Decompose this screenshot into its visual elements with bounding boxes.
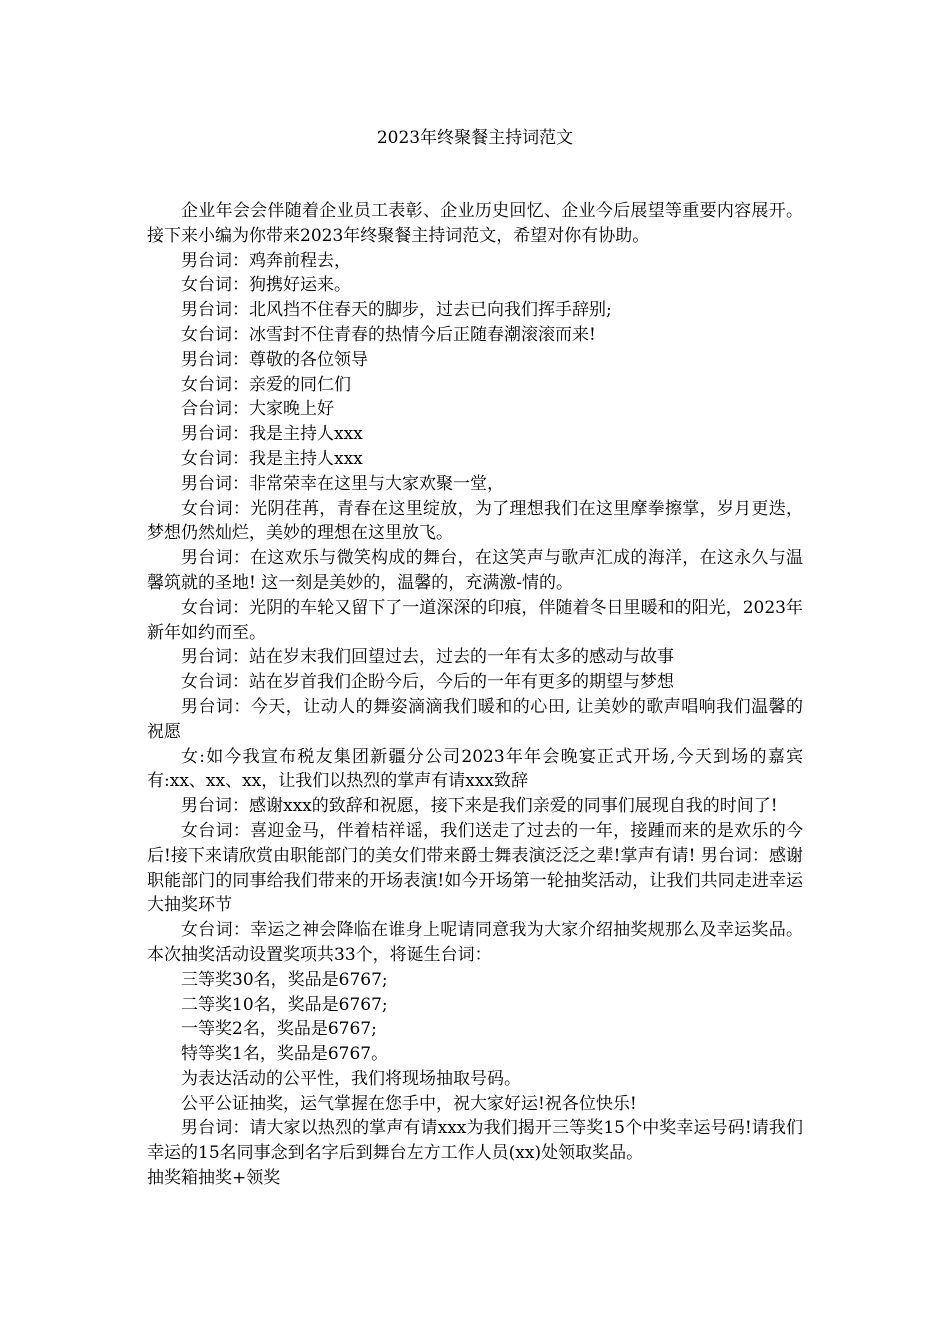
paragraph: 女台词：光阴荏苒，青春在这里绽放，为了理想我们在这里摩拳擦掌，岁月更迭，梦想仍然灿烂，美妙的理想在这里放飞。: [147, 498, 803, 544]
paragraph: 男台词：今天，让动人的舞姿滴滴我们暖和的心田, 让美妙的歌声唱响我们温馨的祝愿: [147, 696, 803, 742]
paragraph: 女台词：狗携好运来。: [181, 275, 351, 296]
paragraph: 男台词：请大家以热烈的掌声有请xxx为我们揭开三等奖15个中奖幸运号码!请我们幸运的15名同事念到名字后到舞台左方工作人员(xx)处领取奖品。: [147, 1118, 803, 1164]
paragraph: 男台词：感谢xxx的致辞和祝愿，接下来是我们亲爱的同事们展现自我的时间了!: [181, 796, 778, 817]
paragraph: 男台词：我是主持人xxx: [181, 424, 363, 445]
paragraph: 女台词：冰雪封不住青春的热情今后正随春潮滚滚而来!: [181, 324, 596, 345]
paragraph: 为表达活动的公平性，我们将现场抽取号码。: [181, 1068, 521, 1089]
paragraph: 男台词：在这欢乐与微笑构成的舞台，在这笑声与歌声汇成的海洋，在这永久与温馨筑就的圣地! 这一刻是美妙的，温馨的，充满激-情的。: [147, 548, 803, 593]
paragraph: 三等奖30名，奖品是6767;: [181, 969, 388, 990]
paragraph: 女台词：站在岁首我们企盼今后，今后的一年有更多的期望与梦想: [181, 672, 674, 693]
paragraph: 合台词：大家晚上好: [181, 399, 334, 420]
paragraph: 二等奖10名，奖品是6767;: [181, 994, 388, 1015]
paragraph: 企业年会会伴随着企业员工表彰、企业历史回忆、企业今后展望等重要内容展开。接下来小编为你带来2023年终聚餐主持词范文，希望对你有协助。: [147, 201, 803, 246]
paragraph: 女台词：光阴的车轮又留下了一道深深的印痕，伴随着冬日里暖和的阳光，2023年新年如约而至。: [147, 597, 803, 643]
paragraph: 一等奖2名，奖品是6767;: [181, 1019, 377, 1040]
paragraph: 男台词：站在岁末我们回望过去，过去的一年有太多的感动与故事: [181, 647, 674, 668]
paragraph: 男台词：尊敬的各位领导: [181, 349, 368, 370]
paragraph: 女台词：我是主持人xxx: [181, 448, 363, 469]
paragraph: 女台词：喜迎金马，伴着桔祥谣，我们送走了过去的一年，接踵而来的是欢乐的今后!接下来请欣赏由职能部门的美女们带来爵士舞表演泛泛之辈!掌声有请! 男台词：感谢职能部门的同事给我们带来的开场表演!如今开场第一轮抽奖活动，让我们共同走进幸运大抽奖环节: [147, 820, 803, 916]
paragraph: 公平公证抽奖，运气掌握在您手中，祝大家好运!祝各位快乐!: [181, 1093, 637, 1114]
paragraph-last-line: 抽奖箱抽奖+领奖: [147, 1168, 281, 1189]
paragraph: 特等奖1名，奖品是6767。: [181, 1044, 389, 1065]
paragraph: 男台词：北风挡不住春天的脚步，过去已向我们挥手辞别;: [181, 300, 612, 321]
paragraph: 男台词：非常荣幸在这里与大家欢聚一堂，: [181, 473, 504, 494]
paragraph: 女台词：亲爱的同仁们: [181, 374, 351, 395]
document-body: [147, 199, 803, 1191]
document-title: 2023年终聚餐主持词范文: [376, 128, 574, 148]
paragraph: 女:如今我宣布税友集团新疆分公司2023年年会晚宴正式开场,今天到场的嘉宾有:xx、xx、xx，让我们以热烈的掌声有请xxx致辞: [147, 746, 803, 792]
paragraph: 女台词：幸运之神会降临在谁身上呢请同意我为大家介绍抽奖规那么及幸运奖品。 本次抽奖活动设置奖项共33个，将诞生台词：: [147, 920, 803, 965]
paragraph: 男台词：鸡奔前程去，: [181, 250, 351, 271]
